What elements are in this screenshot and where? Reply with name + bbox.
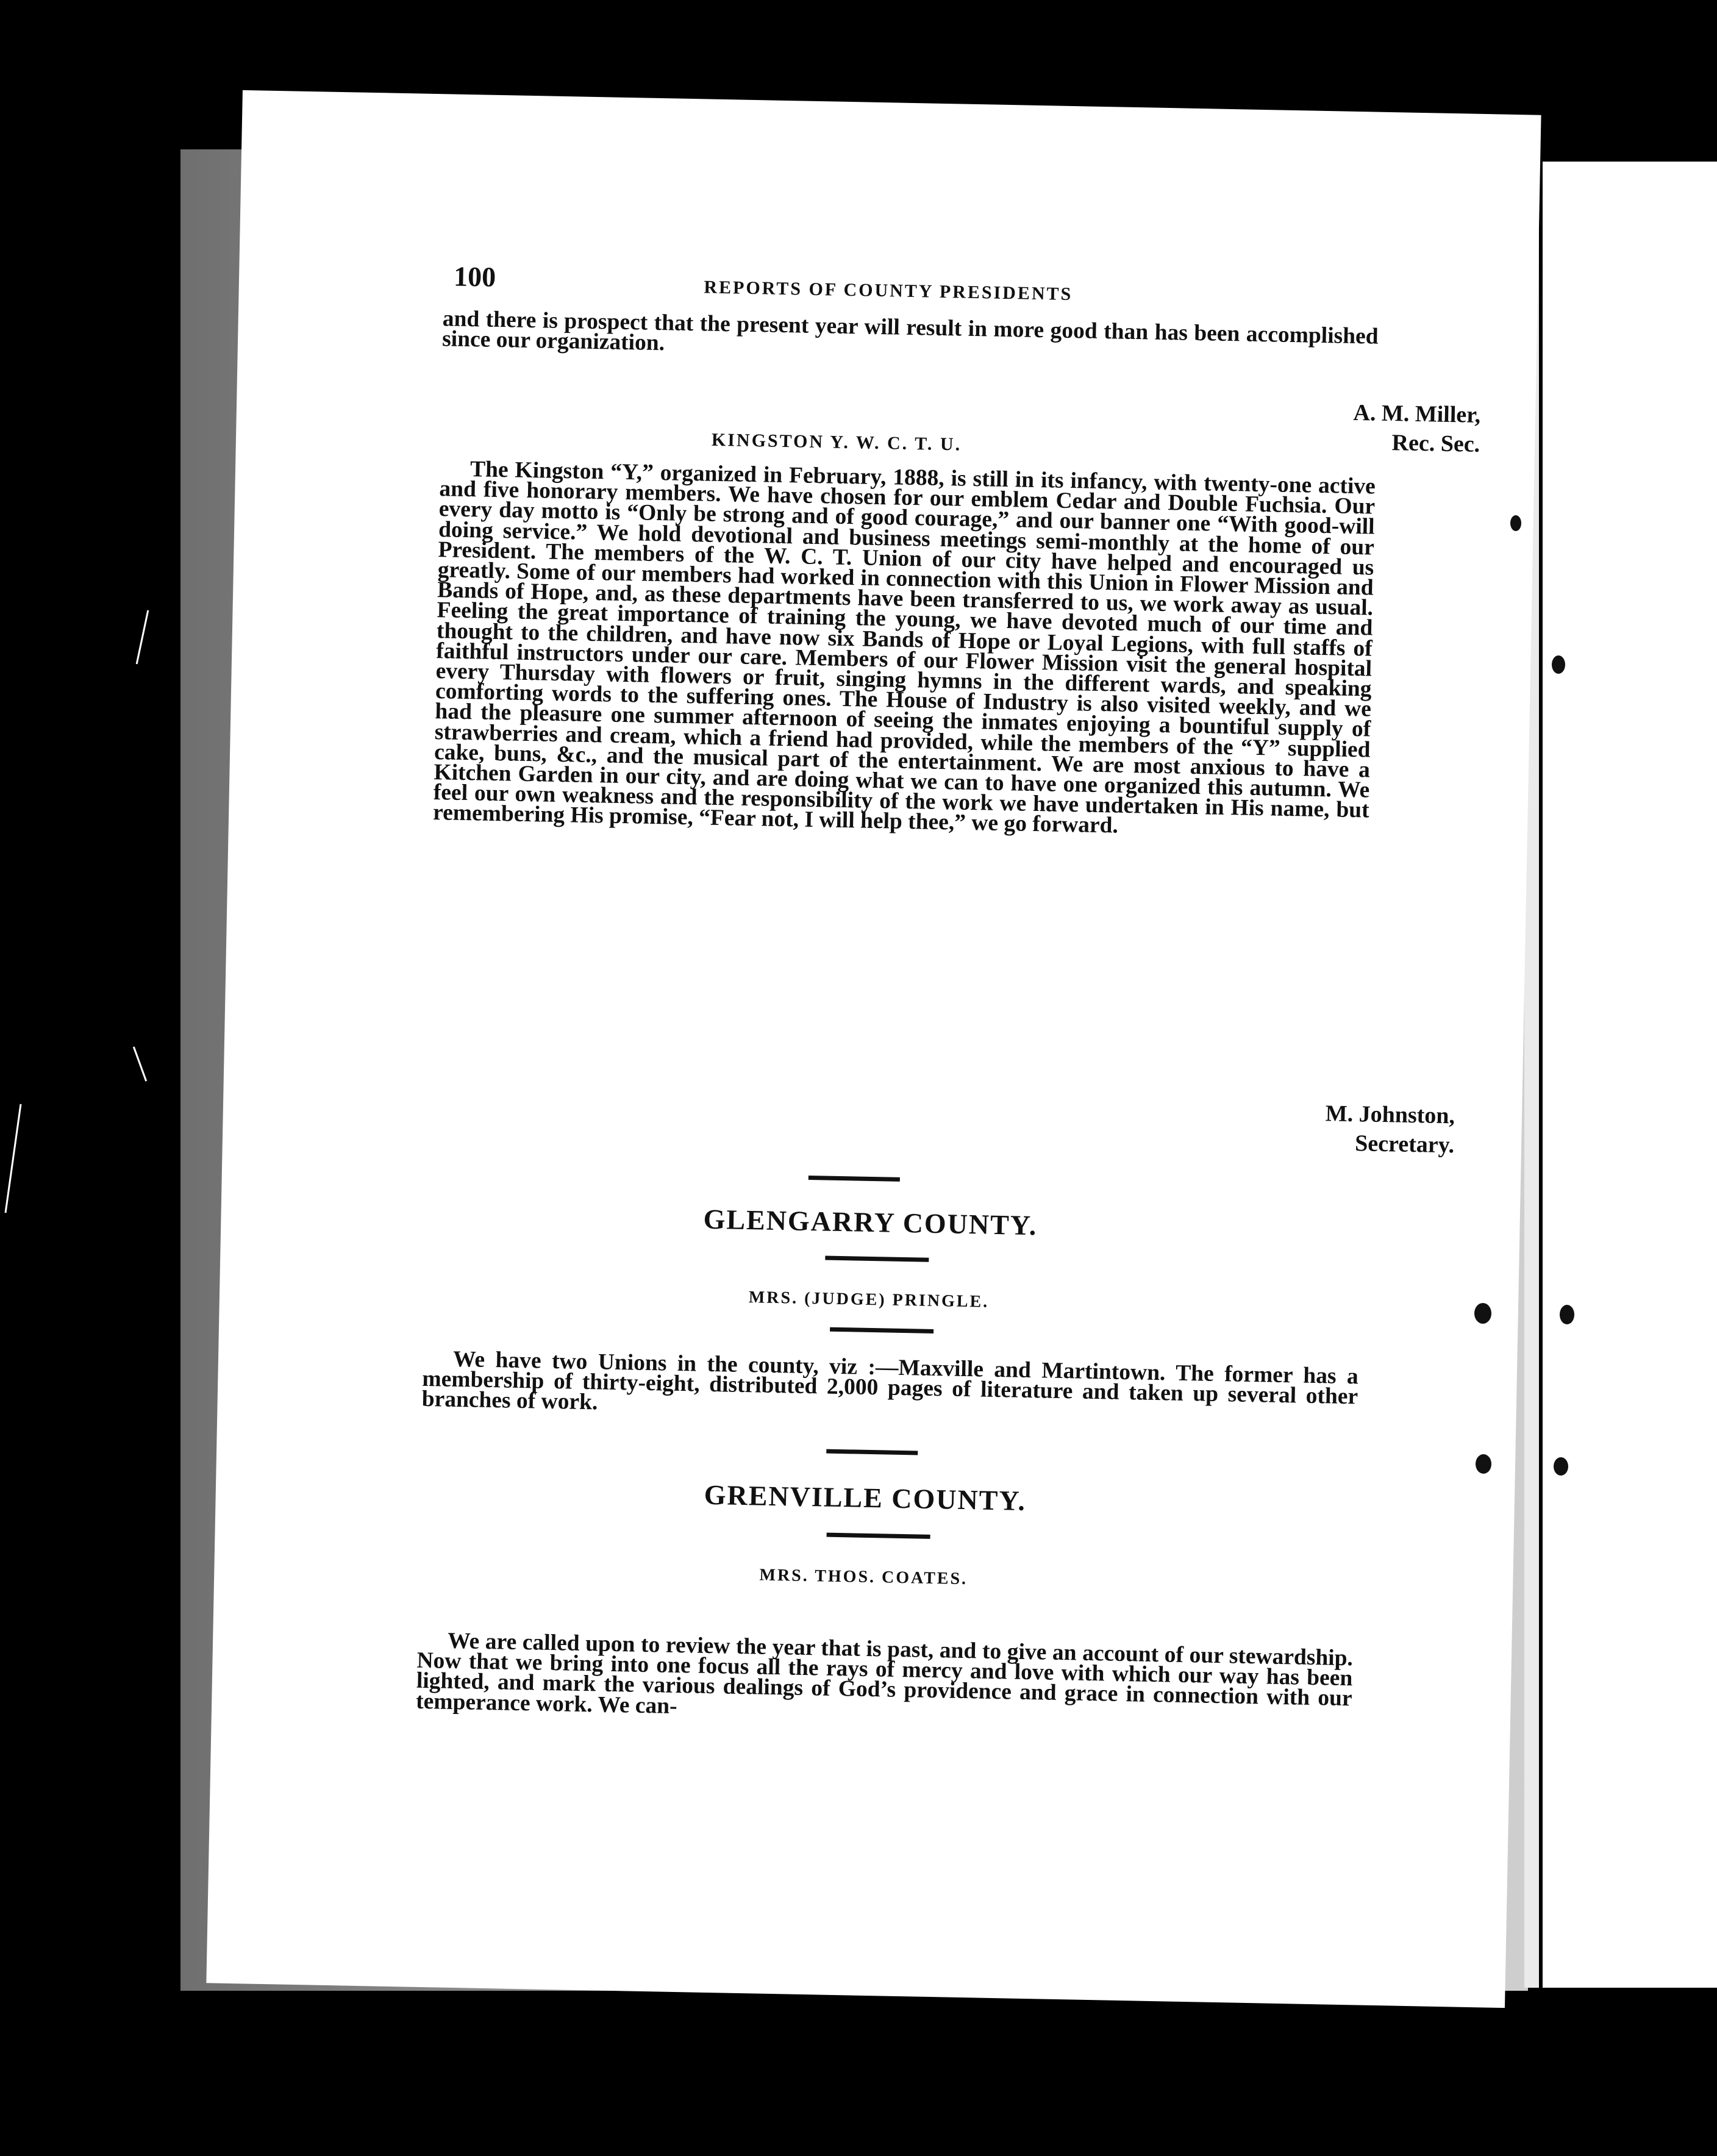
section-heading-kingston: KINGSTON Y. W. C. T. U. — [711, 429, 962, 455]
page-number: 100 — [453, 260, 496, 293]
signature-title: Secretary. — [1354, 1130, 1455, 1158]
county-heading-grenville: GRENVILLE COUNTY. — [704, 1479, 1027, 1516]
intro-paragraph: and there is prospect that the present year will result in more good than has been accomplished since our organization. — [441, 306, 1379, 356]
county-heading-glengarry: GLENGARRY COUNTY. — [703, 1203, 1038, 1241]
section-divider — [827, 1533, 930, 1539]
next-page-sliver — [1543, 162, 1717, 1988]
film-fiber — [4, 1104, 21, 1213]
glengarry-paragraph: We have two Unions in the county, viz :—Maxville and Martintown. The former has a membership of thirty-eight, distributed 2,000 pages of literature and taken up several other branches of work. — [421, 1346, 1359, 1415]
running-head: REPORTS OF COUNTY PRESIDENTS — [704, 277, 1073, 305]
county-president-grenville: MRS. THOS. COATES. — [759, 1565, 968, 1589]
film-fiber — [136, 610, 149, 665]
document-page — [206, 90, 1541, 2008]
signature-name: M. Johnston, — [1325, 1101, 1455, 1129]
section-divider — [809, 1176, 900, 1182]
punch-hole — [1560, 1305, 1574, 1324]
punch-hole — [1510, 515, 1521, 531]
kingston-paragraph: The Kingston “Y,” organized in February, 1888, is still in its infancy, with twenty-one active and five honorary members. We have chosen for our emblem Cedar and Double Fuchsia. Our every day motto is “Only be strong and of good courage,” and our banner one “With good-will doing service.” We hold devotional and business meetings semi-monthly at the home of our President. The members of the W. C. T. Union of our city have helped and encouraged us greatly. Some of our members had worked in connection with this Union in Flower Mission and Bands of Hope, and, as these departments have been transferred to us, we work away as usual. Feeling the great importance of training the young, we have devoted much of our time and thought to the children, and have now six Bands of Hope or Loyal Legions, with full staffs of faithful instructors under our care. Members of our Flower Mission visit the general hospital every Thursday with flowers or fruit, singing hymns in the different wards, and speaking comforting words to the suffering ones. The House of Industry is also visited weekly, and we had the pleasure one summer afternoon of seeing the inmates enjoying a bountiful supply of strawberries and cream, which a friend had provided, while the members of the “Y” supplied cake, buns, &c., and the musical part of the entertainment. We are most anxious to have a Kitchen Garden in our city, and are doing what we can to have one organized this autumn. We feel our own weakness and the responsibility of the work we have undertaken in His name, but remembering His promise, “Fear not, I will help thee,” we go forward. — [432, 457, 1376, 839]
grenville-paragraph: We are called upon to review the year that is past, and to give an account of our stewardship. Now that we bring into one focus all the rays of mercy and love with which our way has been lighted, and mark the various dealings of God’s providence and grace in connection with our temperance work. We can- — [415, 1628, 1354, 1719]
film-fiber — [133, 1046, 147, 1081]
punch-hole — [1474, 1303, 1491, 1324]
section-divider — [826, 1449, 918, 1455]
section-divider — [825, 1256, 929, 1262]
punch-hole — [1476, 1454, 1491, 1474]
punch-hole — [1554, 1457, 1568, 1476]
county-president-glengarry: MRS. (JUDGE) PRINGLE. — [748, 1288, 990, 1312]
section-divider — [830, 1327, 933, 1333]
signature-title: Rec. Sec. — [1391, 430, 1480, 457]
punch-hole — [1552, 655, 1565, 674]
kingston-signature — [1324, 1099, 1455, 1160]
signature-name: A. M. Miller, — [1353, 399, 1481, 428]
